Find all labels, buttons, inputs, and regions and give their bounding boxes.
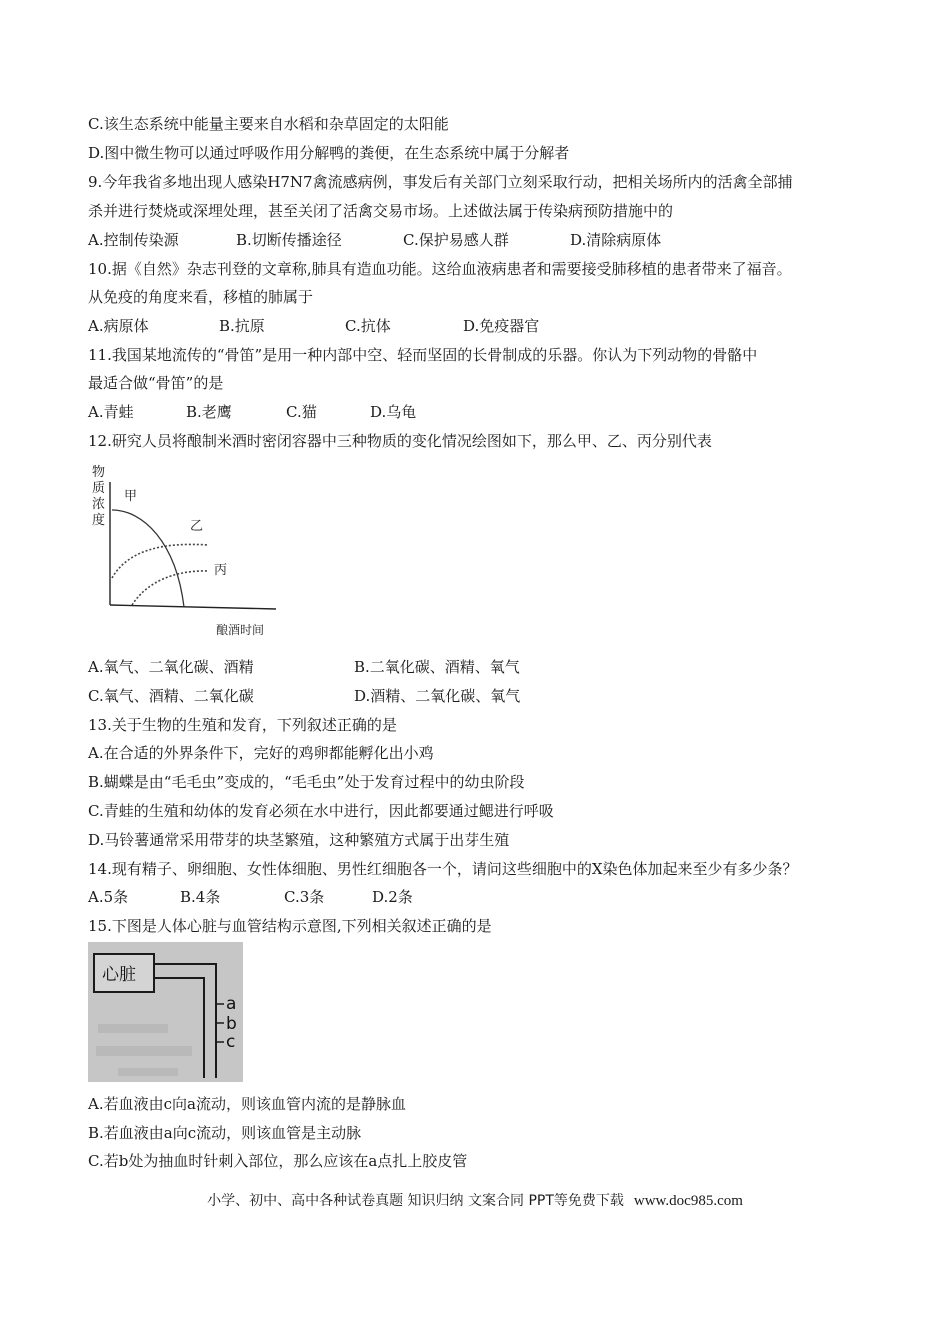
q10-option-a: A.病原体 — [88, 317, 149, 335]
q11-stem-line2: 最适合做“骨笛”的是 — [88, 374, 224, 392]
q15-option-c: C.若b处为抽血时针刺入部位，那么应该在a点扎上胶皮管 — [88, 1152, 468, 1170]
q9-option-c: C.保护易感人群 — [403, 231, 509, 249]
q12-option-c: C.氧气、酒精、二氧化碳 — [88, 687, 254, 705]
q12-stem: 12.研究人员将酿制米酒时密闭容器中三种物质的变化情况绘图如下，那么甲、乙、丙分别代表 — [88, 432, 712, 450]
point-label-c: c — [226, 1032, 236, 1052]
q9-stem-line2: 杀并进行焚烧或深埋处理，甚至关闭了活禽交易市场。上述做法属于传染病预防措施中的 — [88, 202, 674, 220]
q10-stem-line1: 10.据《自然》杂志刊登的文章称,肺具有造血功能。这给血液病患者和需要接受肺移植的患者带来了福音。 — [88, 260, 792, 278]
q11-options — [88, 402, 416, 422]
graph-ylabel-char: 度 — [92, 512, 106, 527]
heart-vessel-diagram — [88, 942, 243, 1082]
footer-text: 小学、初中、高中各种试卷真题 知识归纳 文案合同 PPT等免费下载 — [207, 1193, 624, 1209]
curve-jia — [112, 510, 184, 607]
q14-option-a: A.5条 — [88, 888, 129, 906]
q10-options — [88, 316, 539, 336]
curve-label-jia: 甲 — [124, 488, 138, 503]
curve-label-bing: 丙 — [214, 562, 228, 577]
q11-option-a: A.青蛙 — [88, 403, 134, 421]
graph-xlabel: 酿酒时间 — [216, 623, 265, 637]
footer-url[interactable]: www.doc985.com — [633, 1193, 743, 1209]
q13-option-b: B.蝴蝶是由“毛毛虫”变成的，“毛毛虫”处于发育过程中的幼虫阶段 — [88, 773, 525, 791]
q10-stem-line2: 从免疫的角度来看，移植的肺属于 — [88, 288, 314, 306]
q13-stem: 13.关于生物的生殖和发育，下列叙述正确的是 — [88, 716, 397, 734]
q12-option-b: B.二氧化碳、酒精、氧气 — [354, 658, 520, 676]
curve-bing — [132, 571, 208, 605]
graph-ylabel-char: 浓 — [92, 496, 106, 511]
q14-option-d: D.2条 — [372, 888, 413, 906]
curve-label-yi: 乙 — [190, 518, 204, 533]
q9-option-d: D.清除病原体 — [570, 231, 662, 249]
q8-option-c: C.该生态系统中能量主要来自水稻和杂草固定的太阳能 — [88, 115, 449, 133]
q14-options — [88, 887, 413, 907]
fermentation-graph — [88, 462, 288, 640]
heart-label: 心脏 — [102, 965, 136, 985]
q15-option-a: A.若血液由c向a流动，则该血管内流的是静脉血 — [88, 1095, 406, 1113]
q13-option-a: A.在合适的外界条件下，完好的鸡卵都能孵化出小鸡 — [88, 744, 434, 762]
point-label-b: b — [226, 1014, 237, 1034]
point-label-a: a — [226, 994, 237, 1014]
q10-option-c: C.抗体 — [345, 317, 391, 335]
q13-option-d: D.马铃薯通常采用带芽的块茎繁殖，这种繁殖方式属于出芽生殖 — [88, 831, 510, 849]
graph-ylabel-char: 质 — [92, 480, 106, 495]
q12-options-row1 — [88, 657, 520, 677]
q12-options-row2 — [88, 686, 520, 706]
curve-yi — [112, 544, 208, 578]
q15-option-b: B.若血液由a向c流动，则该血管是主动脉 — [88, 1124, 362, 1142]
q11-option-c: C.猫 — [286, 403, 317, 421]
q13-option-c: C.青蛙的生殖和幼体的发育必须在水中进行，因此都要通过鳃进行呼吸 — [88, 802, 554, 820]
q9-option-b: B.切断传播途径 — [236, 231, 342, 249]
q11-stem-line1: 11.我国某地流传的“骨笛”是用一种内部中空、轻而坚固的长骨制成的乐器。你认为下列动物的骨骼中 — [88, 346, 758, 364]
q11-option-b: B.老鹰 — [186, 403, 232, 421]
q14-option-b: B.4条 — [180, 888, 221, 906]
q9-options — [88, 230, 661, 250]
q11-option-d: D.乌龟 — [370, 403, 417, 421]
q9-option-a: A.控制传染源 — [88, 231, 179, 249]
q8-option-d: D.图中微生物可以通过呼吸作用分解鸭的粪便，在生态系统中属于分解者 — [88, 144, 570, 162]
q9-stem-line1: 9.今年我省多地出现人感染H7N7禽流感病例，事发后有关部门立刻采取行动，把相关场所内的活禽全部捕 — [88, 173, 793, 191]
q12-option-d: D.酒精、二氧化碳、氧气 — [354, 687, 521, 705]
q14-stem: 14.现有精子、卵细胞、女性体细胞、男性红细胞各一个，请问这些细胞中的X染色体加起来至少有多少条？ — [88, 860, 798, 878]
q12-option-a: A.氧气、二氧化碳、酒精 — [88, 658, 254, 676]
q10-option-b: B.抗原 — [219, 317, 265, 335]
page-footer — [0, 1192, 950, 1210]
q10-option-d: D.免疫器官 — [463, 317, 540, 335]
q15-stem: 15.下图是人体心脏与血管结构示意图,下列相关叙述正确的是 — [88, 917, 492, 935]
q14-option-c: C.3条 — [284, 888, 325, 906]
graph-x-axis — [110, 605, 276, 609]
graph-ylabel-char: 物 — [92, 464, 106, 479]
